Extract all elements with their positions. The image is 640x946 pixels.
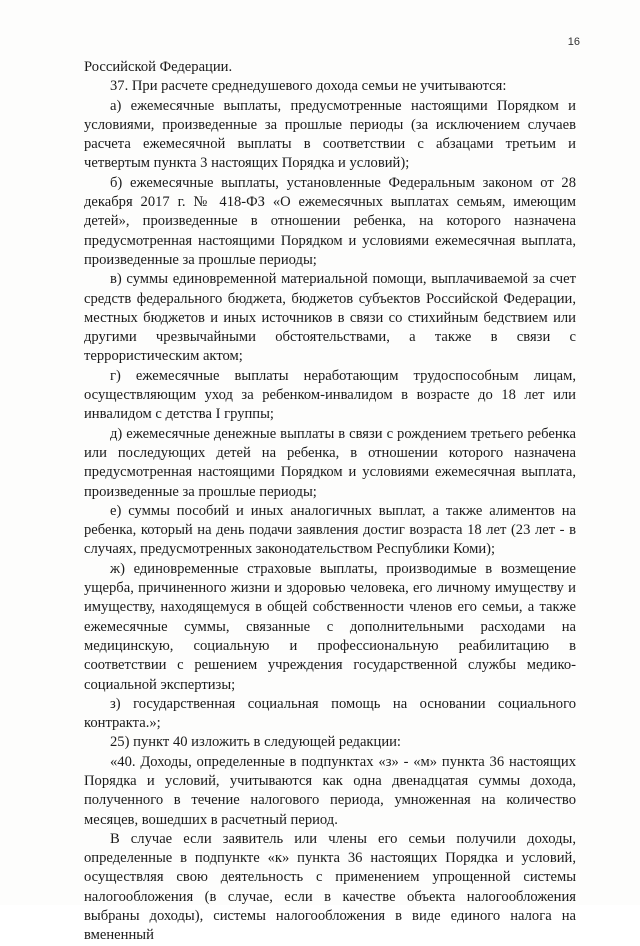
paragraph: а) ежемесячные выплаты, предусмотренные настоящими Порядком и условиями, произведенные за прошлые периоды (за исключением случаев расчета ежемесячной выплаты в соответствии с абзацами третьим и четвертым пункта 3 настоящих Порядка и условий); (84, 97, 576, 172)
paragraph: «40. Доходы, определенные в подпунктах «з» - «м» пункта 36 настоящих Порядка и условий, учитываются как одна двенадцатая суммы дохода, полученного в течение налогового периода, умноженная на количество месяцев, вошедших в расчетный период. (84, 753, 576, 828)
paragraph: 37. При расчете среднедушевого дохода семьи не учитываются: (110, 78, 507, 95)
paragraph: г) ежемесячные выплаты неработающим трудоспособным лицам, осуществляющим уход за ребенком-инвалидом в возрасте до 18 лет или инвалидом с детства I группы; (84, 367, 576, 423)
document-body (84, 58, 576, 946)
paragraph: ж) единовременные страховые выплаты, производимые в возмещение ущерба, причиненного жизни и здоровью человека, его личному имуществу и имуществу, находящемуся в общей собственности членов его семьи, а также ежемесячные суммы, связанные с дополнительными расходами на медицинскую, социальную и профессиональную реабилитацию в соответствии с решением учреждения государственной службы медико-социальной экспертизы; (84, 560, 576, 693)
paragraph: д) ежемесячные денежные выплаты в связи с рождением третьего ребенка или последующих детей на ребенка, в отношении которого назначена предусмотренная настоящими Порядком и условиями ежемесячная выплата, произведенные за прошлые периоды; (84, 425, 576, 500)
paragraph: в) суммы единовременной материальной помощи, выплачиваемой за счет средств федерального бюджета, бюджетов субъектов Российской Федерации, местных бюджетов и иных источников в связи со стихийным бедствием или другими чрезвычайными обстоятельствами, а также в связи с террористическим актом; (84, 271, 576, 365)
page-number: 16 (567, 36, 580, 48)
paragraph: б) ежемесячные выплаты, установленные Федеральным законом от 28 декабря 2017 г. № 418-ФЗ «О ежемесячных выплатах семьям, имеющим детей», произведенные в отношении ребенка, на которого назначена предусмотренная настоящими Порядком и условиями ежемесячная выплата, произведенные за прошлые периоды; (84, 174, 576, 268)
paragraph: е) суммы пособий и иных аналогичных выплат, а также алиментов на ребенка, который на день подачи заявления достиг возраста 18 лет (23 лет - в случаях, предусмотренных законодательством Республики Коми); (84, 502, 576, 558)
paragraph: Российской Федерации. (84, 59, 233, 75)
paragraph: з) государственная социальная помощь на основании социального контракта.»; (84, 695, 576, 732)
paragraph: 25) пункт 40 изложить в следующей редакции: (110, 734, 401, 751)
paragraph: В случае если заявитель или члены его семьи получили доходы, определенные в подпункте «к» пункта 36 настоящих Порядка и условий, осуществляя свою деятельность с применением упрощенной системы налогообложения (в случае, если в качестве объекта налогообложения выбраны доходы), системы налогообложения в виде единого налога на вмененный (84, 830, 576, 944)
